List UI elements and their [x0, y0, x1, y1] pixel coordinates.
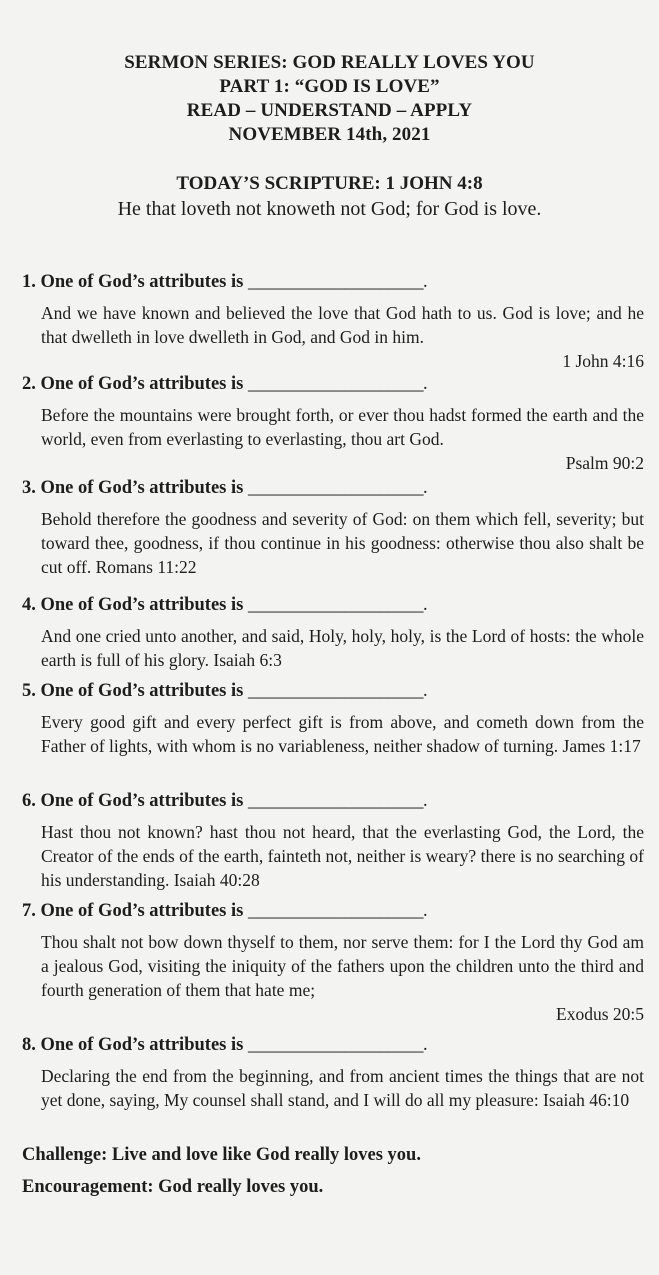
attribute-label: 4. One of God’s attributes is — [22, 595, 244, 615]
scripture-title: TODAY’S SCRIPTURE: 1 JOHN 4:8 — [176, 173, 483, 194]
verse-text: Behold therefore the goodness and severity of God: on them which fell, severity; but toward thee, goodness, if thou continue in his goodness: otherwise thou also shalt be cut off. Romans 11:22 — [41, 509, 644, 577]
attribute-question — [22, 372, 644, 396]
answer-blank[interactable]: ____________________. — [247, 272, 428, 292]
attribute-label: 5. One of God’s attributes is — [22, 681, 244, 701]
answer-blank[interactable]: ____________________. — [247, 791, 428, 811]
attribute-question — [22, 679, 644, 703]
motto: READ – UNDERSTAND – APPLY — [186, 100, 473, 121]
attribute-question — [22, 270, 644, 294]
attribute-label: 3. One of God’s attributes is — [22, 478, 244, 498]
attribute-item-4 — [22, 593, 644, 672]
verse-reference: Exodus 20:5 — [556, 1004, 644, 1024]
encouragement-text: Encouragement: God really loves you. — [22, 1177, 324, 1197]
challenge-text: Challenge: Live and love like God really loves you. — [22, 1145, 421, 1165]
attribute-item-5 — [22, 679, 644, 758]
verse-reference: 1 John 4:16 — [562, 351, 644, 371]
scripture-text: He that loveth not knoweth not God; for God is love. — [117, 198, 542, 220]
answer-blank[interactable]: ____________________. — [247, 901, 428, 921]
attribute-question — [22, 593, 644, 617]
sermon-date: NOVEMBER 14th, 2021 — [228, 124, 431, 145]
verse-text: Declaring the end from the beginning, and from ancient times the things that are not yet done, saying, My counsel shall stand, and I will do all my pleasure: Isaiah 46:10 — [41, 1066, 644, 1110]
answer-blank[interactable]: ____________________. — [247, 681, 428, 701]
part-title: PART 1: “GOD IS LOVE” — [219, 76, 440, 97]
attribute-item-6 — [22, 789, 644, 892]
answer-blank[interactable]: ____________________. — [247, 478, 428, 498]
answer-blank[interactable]: ____________________. — [247, 595, 428, 615]
series-title: SERMON SERIES: GOD REALLY LOVES YOU — [124, 52, 535, 73]
attribute-question — [22, 1033, 644, 1057]
attribute-label: 1. One of God’s attributes is — [22, 272, 244, 292]
attribute-label: 2. One of God’s attributes is — [22, 374, 244, 394]
verse-text: Before the mountains were brought forth, or ever thou hadst formed the earth and the world, even from everlasting to everlasting, thou art God. — [41, 405, 644, 449]
attribute-question — [22, 899, 644, 923]
verse-text: Thou shalt not bow down thyself to them, nor serve them: for I the Lord thy God am a jealous God, visiting the iniquity of the fathers upon the children unto the third and fourth generation of them that hate me; — [41, 932, 644, 1000]
attribute-item-2 — [22, 372, 644, 475]
attribute-label: 8. One of God’s attributes is — [22, 1035, 244, 1055]
verse-text: Every good gift and every perfect gift is from above, and cometh down from the Father of lights, with whom is no variableness, neither shadow of turning. James 1:17 — [41, 712, 644, 756]
attribute-label: 7. One of God’s attributes is — [22, 901, 244, 921]
attribute-item-1 — [22, 270, 644, 373]
verse-text: And we have known and believed the love that God hath to us. God is love; and he that dwelleth in love dwelleth in God, and God in him. — [41, 303, 644, 347]
verse-text: Hast thou not known? hast thou not heard, that the everlasting God, the Lord, the Creator of the ends of the earth, fainteth not, neither is weary? there is no searching of his understanding. Isaiah 40:28 — [41, 822, 644, 890]
attribute-label: 6. One of God’s attributes is — [22, 791, 244, 811]
answer-blank[interactable]: ____________________. — [247, 1035, 428, 1055]
attribute-item-3 — [22, 476, 644, 579]
attribute-item-8 — [22, 1033, 644, 1112]
attribute-item-7 — [22, 899, 644, 1026]
answer-blank[interactable]: ____________________. — [247, 374, 428, 394]
verse-text: And one cried unto another, and said, Holy, holy, holy, is the Lord of hosts: the whole earth is full of his glory. Isaiah 6:3 — [41, 626, 644, 670]
attribute-question — [22, 789, 644, 813]
attribute-question — [22, 476, 644, 500]
verse-reference: Psalm 90:2 — [565, 453, 644, 473]
